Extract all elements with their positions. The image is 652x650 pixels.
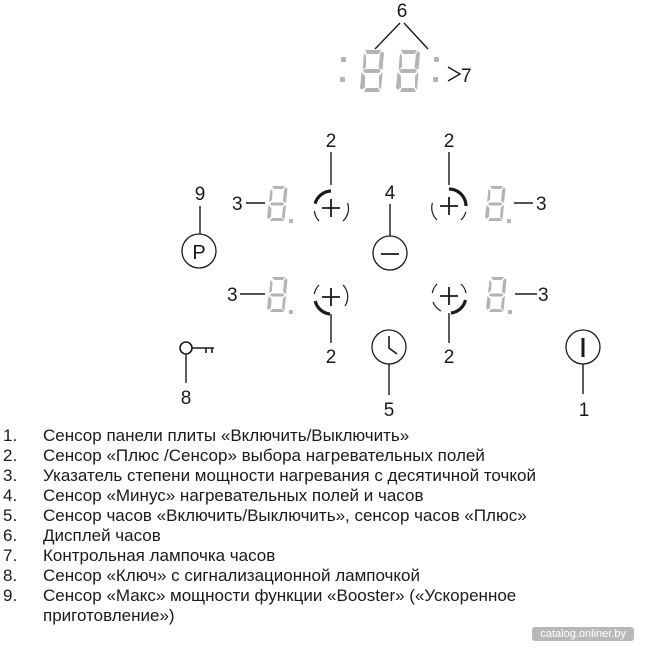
legend-item (0, 586, 652, 606)
legend-number: 9. (3, 586, 18, 605)
booster-p-letter: P (192, 242, 206, 264)
legend-text: Сенсор «Плюс /Сенсор» выбора нагревательных полей (43, 446, 485, 465)
legend-text: Сенсор «Минус» нагревательных полей и часов (43, 486, 424, 505)
label-2-top-left: 2 (325, 131, 337, 152)
legend-number: 6. (3, 526, 18, 545)
legend-item (0, 526, 652, 546)
clock-colon-left-bottom (340, 77, 345, 82)
legend-item (0, 546, 652, 566)
key-lock-button[interactable] (180, 342, 214, 354)
clock-colon-left-top (341, 57, 346, 62)
plus-icon (440, 287, 458, 305)
label-8: 8 (180, 388, 192, 409)
legend-number: 7. (3, 546, 18, 565)
label-3-top-left: 3 (232, 194, 243, 215)
legend-item (0, 566, 652, 586)
zone-select-plus-button-top-left[interactable] (314, 191, 348, 221)
clock-digit-1 (360, 50, 384, 92)
leader-lines-6 (375, 23, 428, 49)
clock-colon-right-top (434, 57, 439, 62)
label-3-top-right: 3 (536, 194, 547, 215)
leader-7 (448, 67, 460, 81)
power-level-indicator-bottom-left (267, 277, 293, 314)
legend-item (0, 606, 652, 626)
legend-text: Сенсор часов «Включить/Выключить», сенсор часов «Плюс» (43, 506, 527, 525)
legend-text: приготовление») (43, 606, 175, 625)
label-7: 7 (461, 66, 472, 87)
legend-item (0, 446, 652, 466)
power-level-indicator-bottom-right (486, 277, 512, 314)
clock-display (340, 50, 439, 92)
clock-colon-right-bottom (433, 77, 438, 82)
plus-icon (322, 199, 340, 217)
legend-text: Контрольная лампочка часов (43, 546, 276, 565)
label-1: 1 (578, 400, 590, 420)
legend-item (0, 506, 652, 526)
plus-icon (440, 197, 458, 215)
clock-button[interactable] (372, 330, 406, 364)
legend-text: Указатель степени мощности нагревания с десятичной точкой (43, 466, 536, 485)
legend-text: Сенсор панели плиты «Включить/Выключить» (43, 426, 410, 445)
zone-select-plus-button-bottom-right[interactable] (432, 284, 466, 313)
decimal-point (507, 219, 511, 223)
label-9: 9 (194, 184, 206, 205)
legend-text: Сенсор «Макс» мощности функции «Booster» («Ускоренное (43, 586, 517, 605)
label-3-bottom-left: 3 (227, 285, 238, 306)
watermark: catalog.onliner.by (532, 627, 634, 641)
zone-select-plus-button-bottom-left[interactable] (314, 285, 347, 314)
label-4: 4 (384, 183, 396, 204)
legend-item (0, 426, 652, 446)
zone-select-plus-button-top-right[interactable] (432, 189, 466, 220)
minus-ring (373, 236, 407, 270)
legend-number: 4. (3, 486, 18, 505)
power-level-indicator-top-left (267, 186, 293, 223)
decimal-point (508, 310, 512, 314)
label-2-bottom-right: 2 (443, 347, 455, 368)
label-5: 5 (383, 400, 395, 420)
decimal-point (289, 219, 293, 223)
booster-button[interactable] (182, 234, 216, 268)
legend-number: 1. (3, 426, 18, 445)
legend-text: Сенсор «Ключ» с сигнализационной лампочкой (43, 566, 420, 585)
legend-item (0, 466, 652, 486)
legend-item (0, 486, 652, 506)
legend-number: 2. (3, 446, 18, 465)
label-2-bottom-left: 2 (325, 347, 337, 368)
decimal-point (289, 310, 293, 314)
label-2-top-right: 2 (443, 131, 455, 152)
power-button[interactable] (566, 330, 600, 364)
legend-number: 8. (3, 566, 18, 585)
legend-text: Дисплей часов (43, 526, 161, 545)
legend-number: 5. (3, 506, 18, 525)
plus-icon (322, 288, 340, 306)
label-6: 6 (396, 1, 408, 22)
label-3-bottom-right: 3 (538, 285, 549, 306)
legend-number: 3. (3, 466, 18, 485)
key-icon (180, 342, 214, 354)
clock-icon (389, 336, 397, 354)
minus-button[interactable] (373, 236, 407, 270)
power-level-indicator-top-right (485, 186, 511, 223)
clock-digit-2 (396, 50, 420, 92)
